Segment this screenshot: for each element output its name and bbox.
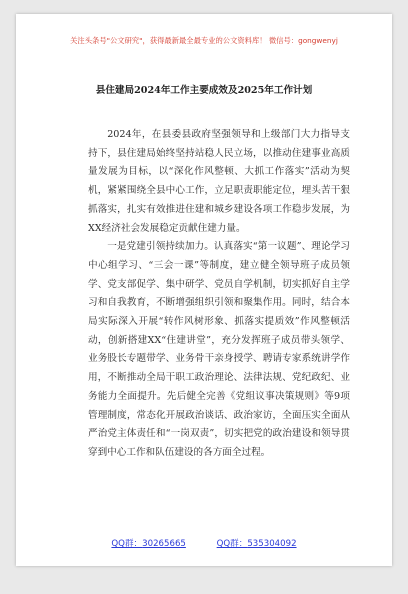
qq-group-2-label: QQ群： bbox=[216, 539, 248, 549]
document-page bbox=[16, 14, 392, 566]
footer-contact bbox=[16, 537, 392, 549]
qq-group-2[interactable] bbox=[217, 537, 297, 549]
promo-banner: 关注头条号"公文研究"，获得最新最全最专业的公文资料库！ 微信号：gongwenyj bbox=[70, 36, 338, 45]
qq-group-1-number: 30265665 bbox=[142, 539, 186, 549]
document-title: 县住建局2024年工作主要成效及2025年工作计划 bbox=[95, 85, 313, 96]
qq-group-2-number: 535304092 bbox=[247, 539, 297, 549]
document-body bbox=[88, 126, 350, 463]
paragraph-intro: 2024年，在县委县政府坚强领导和上级部门大力指导支持下，县住建局始终坚持站稳人民立场，以推动住建事业高质量发展为目标，以“深化作风整顿、大抓工作落实”活动为契机，紧紧围绕全县中心工作，立足职责职能定位，埋头苦干狠抓落实，扎实有效推进住建和城乡建设各项工作稳步发展，为XX经济社会发展稳定贡献住建力量。 bbox=[88, 129, 350, 234]
paragraph-party-building: 一是党建引领持续加力。认真落实“第一议题”、理论学习中心组学习、“三会一课”等制度，建立健全领导班子成员领学、党支部促学、集中研学、党员自学机制，切实抓好自主学习和自我教育，不断增强组织引领和聚集作用。同时，结合本局实际深入开展“转作风树形象、抓落实提质效”作风整顿活动，创新搭建XX“住建讲堂”，充分发挥班子成员带头领学、业务股长专题带学、业务骨干亲身授学、聘请专家系统讲学作用，不断推动全局干职工政治理论、法律法规、党纪政纪、业务能力全面提升。先后健全完善《党组议事决策规则》等9项管理制度，常态化开展政治谈话、政治家访，全面压实全面从严治党主体责任和“一岗双责”，切实把党的政治建设和领导贯穿到中心工作和队伍建设的各方面全过程。 bbox=[88, 241, 350, 458]
qq-group-1[interactable] bbox=[111, 537, 185, 549]
qq-group-1-label: QQ群： bbox=[111, 539, 143, 549]
